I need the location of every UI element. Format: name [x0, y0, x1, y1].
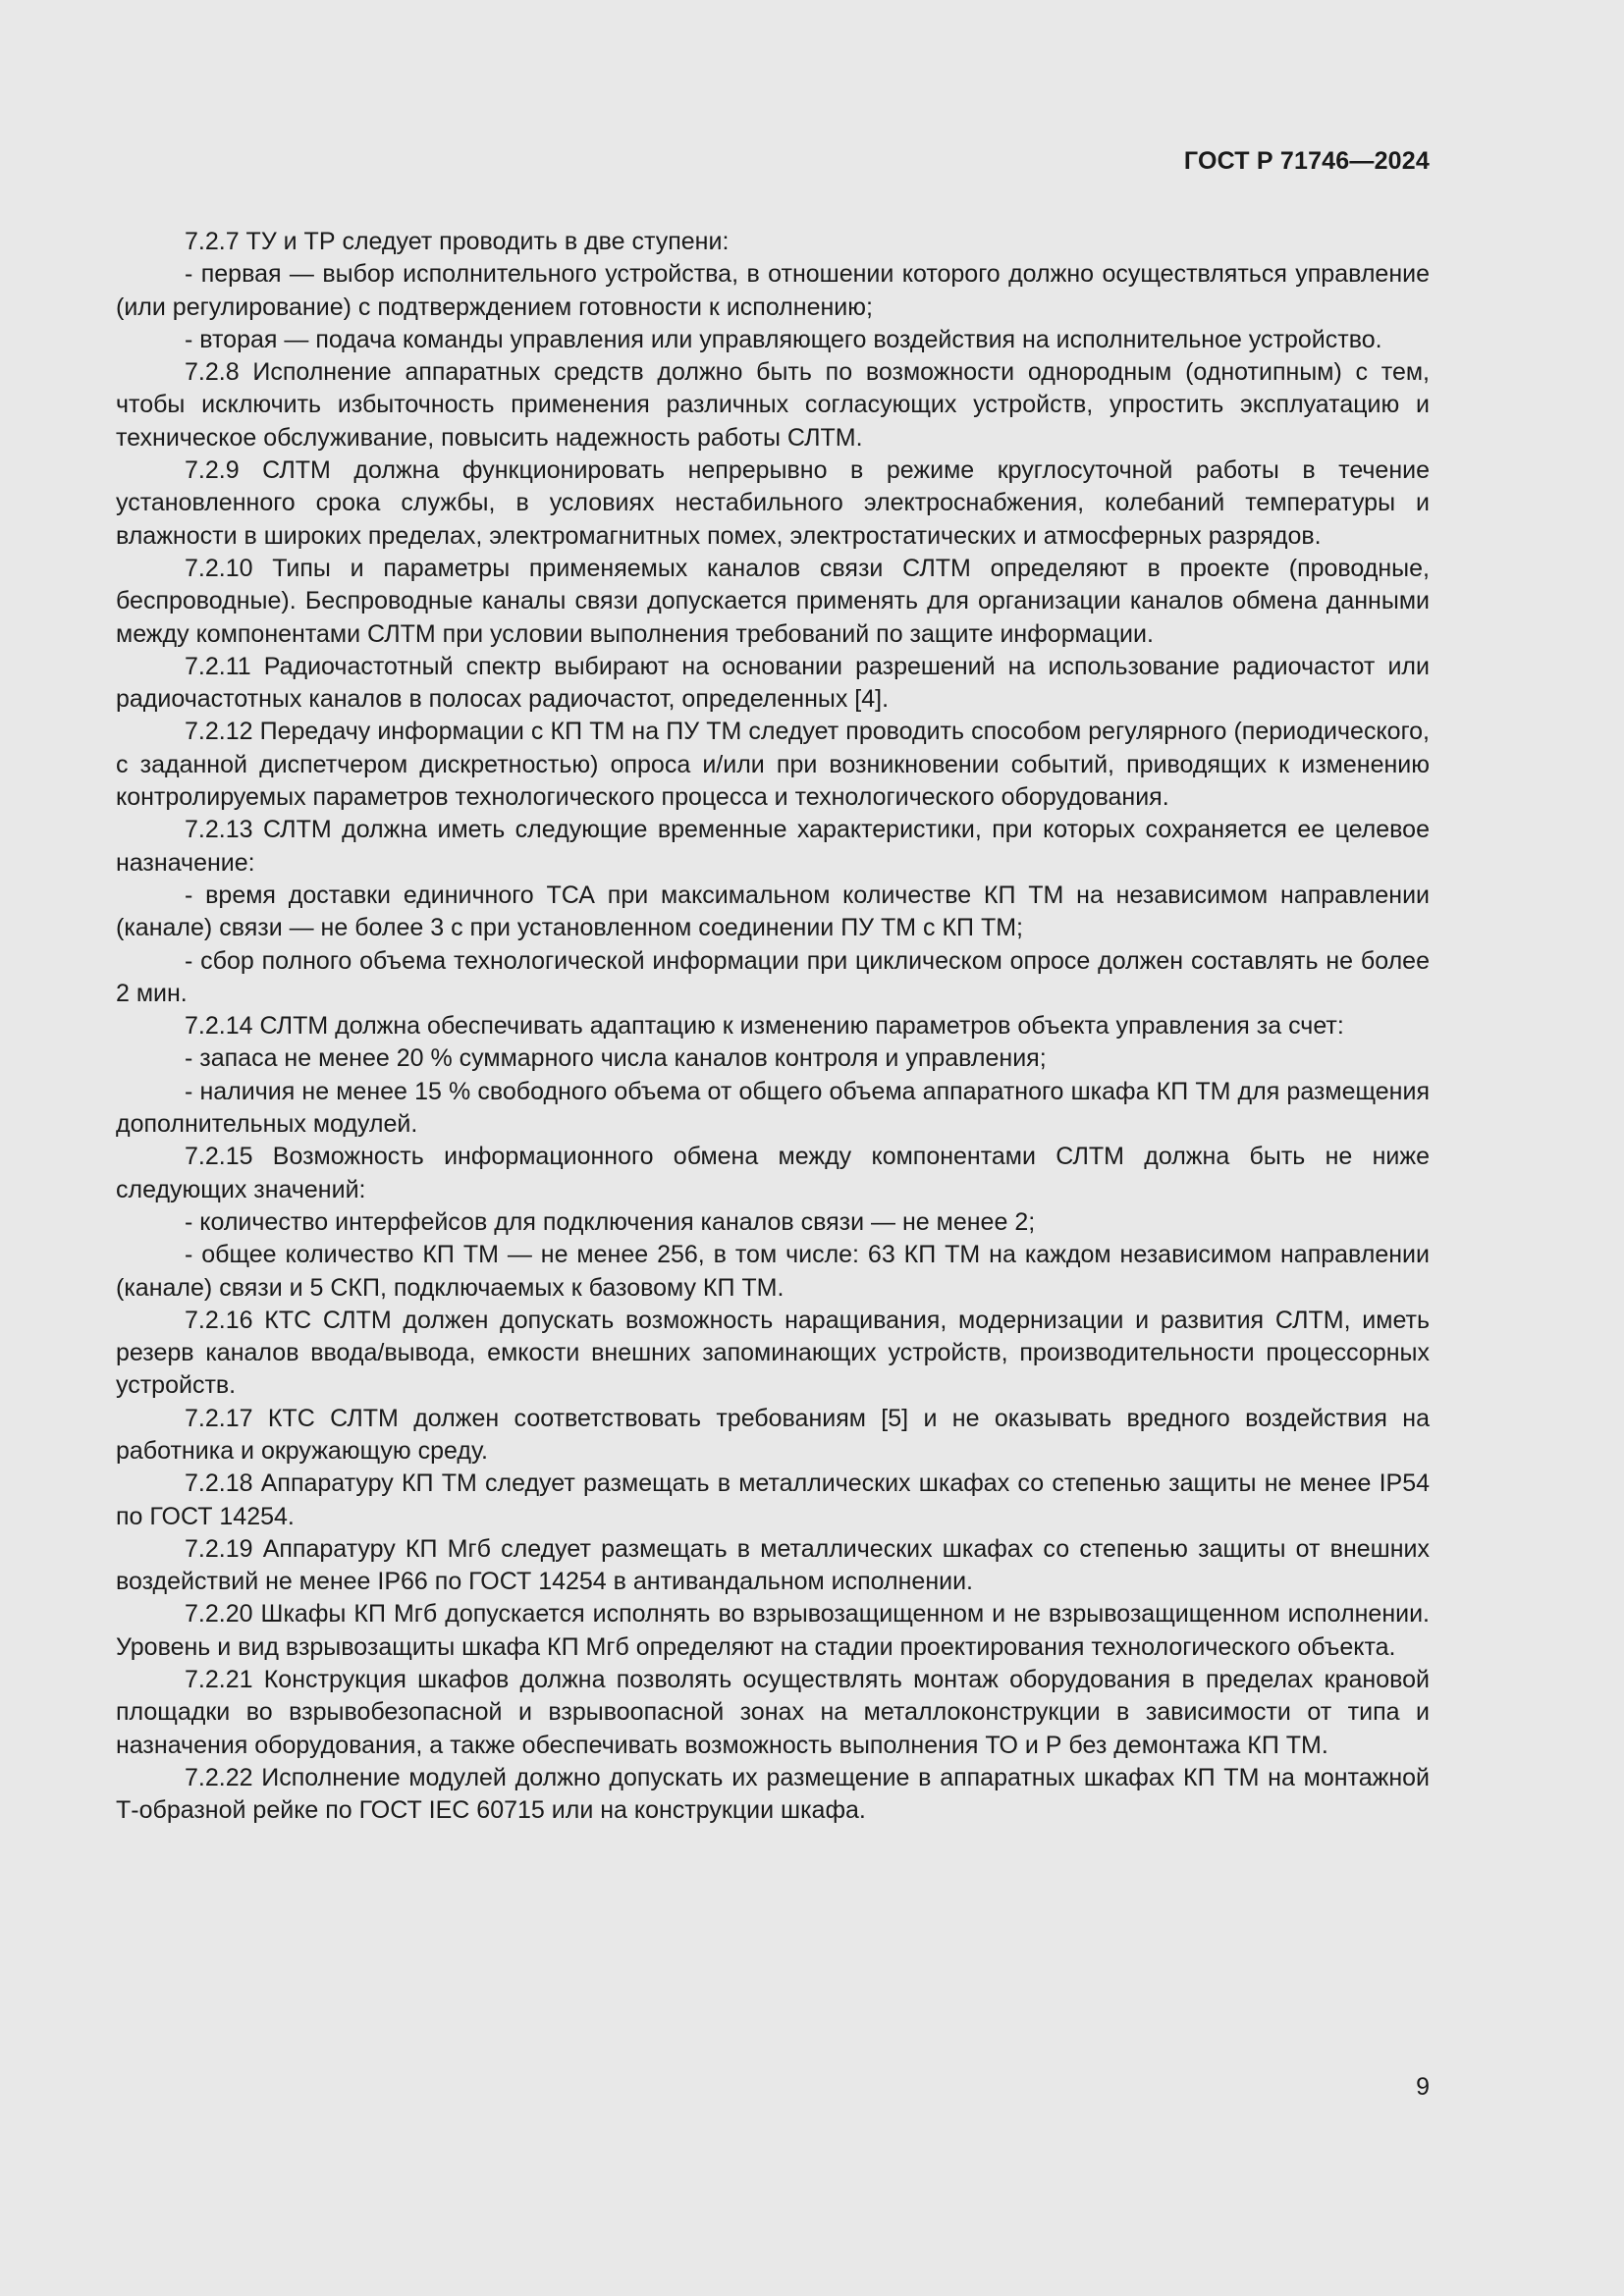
paragraph-7-2-21: 7.2.21 Конструкция шкафов должна позволять осуществлять монтаж оборудования в пределах крановой площадки во взрывобезопасной и взрывоопасной зонах на металлоконструкции в зависимости от типа и назначения оборудования, а также обеспечивать возможность выполнения ТО и Р без демонтажа КП ТМ. [116, 1666, 1430, 1759]
paragraph-7-2-16: 7.2.16 КТС СЛТМ должен допускать возможность наращивания, модернизации и развития СЛТМ, иметь резерв каналов ввода/вывода, емкости внешних запоминающих устройств, производительности процессорных устройств. [116, 1306, 1430, 1400]
list-item-second-step: - вторая — подача команды управления или управляющего воздействия на исполнительное устройство. [185, 325, 1382, 353]
paragraph-7-2-22: 7.2.22 Исполнение модулей должно допускать их размещение в аппаратных шкафах КП ТМ на монтажной Т-образной рейке по ГОСТ IEC 60715 или на конструкции шкафа. [116, 1763, 1430, 1825]
list-item-kp-count: - общее количество КП ТМ — не менее 256, в том числе: 63 КП ТМ на каждом независимом направлении (канале) связи и 5 СКП, подключаемых к базовому КП ТМ. [116, 1241, 1430, 1302]
paragraph-7-2-17: 7.2.17 КТС СЛТМ должен соответствовать требованиям [5] и не оказывать вредного воздействия на работника и окружающую среду. [116, 1404, 1430, 1465]
paragraph-7-2-13: 7.2.13 СЛТМ должна иметь следующие временные характеристики, при которых сохраняется ее целевое назначение: [116, 816, 1430, 877]
paragraph-7-2-20: 7.2.20 Шкафы КП Мгб допускается исполнять во взрывозащищенном и не взрывозащищенном исполнении. Уровень и вид взрывозащиты шкафа КП Мгб определяют на стадии проектирования технологического объекта. [116, 1600, 1430, 1661]
list-item-first-step: - первая — выбор исполнительного устройства, в отношении которого должно осуществляться управление (или регулирование) с подтверждением готовности к исполнению; [116, 260, 1430, 321]
list-item-delivery-time: - время доставки единичного ТСА при максимальном количестве КП ТМ на независимом направлении (канале) связи — не более 3 с при установленном соединении ПУ ТМ с КП ТМ; [116, 881, 1430, 942]
paragraph-7-2-18: 7.2.18 Аппаратуру КП ТМ следует размещать в металлических шкафах со степенью защиты не менее IP54 по ГОСТ 14254. [116, 1469, 1430, 1530]
list-item-interfaces: - количество интерфейсов для подключения каналов связи — не менее 2; [185, 1207, 1036, 1236]
paragraph-7-2-10: 7.2.10 Типы и параметры применяемых каналов связи СЛТМ определяют в проекте (проводные, беспроводные). Беспроводные каналы связи допускается применять для организации каналов обмена данными между компонентами СЛТМ при условии выполнения требований по защите информации. [116, 554, 1430, 648]
paragraph-7-2-15: 7.2.15 Возможность информационного обмена между компонентами СЛТМ должна быть не ниже следующих значений: [116, 1143, 1430, 1203]
paragraph-7-2-19: 7.2.19 Аппаратуру КП Мгб следует размещать в металлических шкафах со степенью защиты от внешних воздействий не менее IP66 по ГОСТ 14254 в антивандальном исполнении. [116, 1534, 1430, 1596]
document-header-id: ГОСТ Р 71746—2024 [1183, 147, 1430, 175]
list-item-channel-reserve: - запаса не менее 20 % суммарного числа каналов контроля и управления; [185, 1044, 1047, 1073]
paragraph-7-2-14: 7.2.14 СЛТМ должна обеспечивать адаптацию к изменению параметров объекта управления за счет: [185, 1012, 1344, 1041]
page-number: 9 [1416, 2073, 1430, 2101]
document-body [116, 226, 1430, 1828]
list-item-collection-time: - сбор полного объема технологической информации при циклическом опросе должен составлять не более 2 мин. [116, 946, 1430, 1007]
paragraph-7-2-11: 7.2.11 Радиочастотный спектр выбирают на основании разрешений на использование радиочастот или радиочастотных каналов в полосах радиочастот, определенных [4]. [116, 652, 1430, 714]
paragraph-7-2-9: 7.2.9 СЛТМ должна функционировать непрерывно в режиме круглосуточной работы в течение установленного срока службы, в условиях нестабильного электроснабжения, колебаний температуры и влажности в широких пределах, электромагнитных помех, электростатических и атмосферных разрядов. [116, 456, 1430, 550]
list-item-cabinet-reserve: - наличия не менее 15 % свободного объема от общего объема аппаратного шкафа КП ТМ для размещения дополнительных модулей. [116, 1077, 1430, 1139]
paragraph-7-2-8: 7.2.8 Исполнение аппаратных средств должно быть по возможности однородным (однотипным) с тем, чтобы исключить избыточность применения различных согласующих устройств, упростить эксплуатацию и техническое обслуживание, повысить надежность работы СЛТМ. [116, 358, 1430, 452]
paragraph-7-2-7: 7.2.7 ТУ и ТР следует проводить в две ступени: [185, 228, 730, 255]
paragraph-7-2-12: 7.2.12 Передачу информации с КП ТМ на ПУ ТМ следует проводить способом регулярного (периодического, с заданной диспетчером дискретностью) опроса и/или при возникновении событий, приводящих к изменению контролируемых параметров технологического процесса и технологического оборудования. [116, 718, 1430, 812]
